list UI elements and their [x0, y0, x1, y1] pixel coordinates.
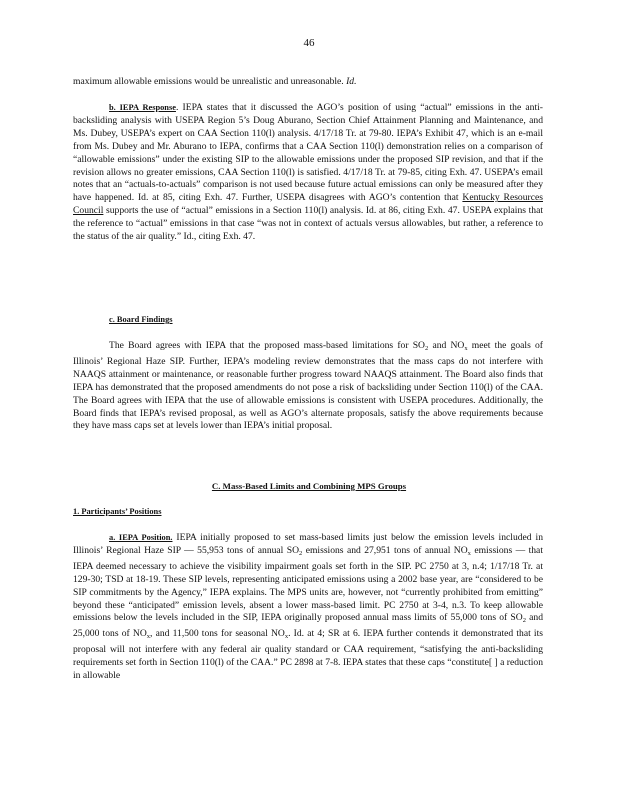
heading-board-findings: c. Board Findings: [109, 315, 173, 324]
case-name: Kentucky Resources Council: [73, 192, 543, 217]
paragraph-board-findings: The Board agrees with IEPA that the proposed mass-based limitations for $SO_2$ and $NO_x$ meet the goals of Illinois’ Regional Haze SIP. Further, IEPA’s modeling review demonstrates that the mass caps do not interfere with NAAQS attainment or maintenance, or reasonable further progress toward NAAQS attainment. The Board also finds that IEPA has demonstrated that the proposed amendments do not pose a risk of backsliding under Section 110(l) of the CAA. The Board agrees with IEPA that the use of allowable emissions is consistent with USEPA procedures. Additionally, the Board finds that IEPA’s revised proposal, as well as AGO’s alternate proposals, satisfy the above requirements because they have mass caps set at levels lower than IEPA’s initial proposal.: [73, 340, 544, 432]
heading-iepa-position: a. IEPA Position.: [109, 533, 173, 542]
heading-participants: 1. Participants’ Positions: [73, 507, 162, 516]
paragraph-iepa-response: b. IEPA Response. IEPA states that it discussed the AGO’s position of using “actual” emissions in the anti-backsliding analysis with USEPA Region 5’s Doug Aburano, Section Chief Attainment Planning and Maintenance, and Ms. Dubey, USEPA’s expert on CAA Section 110(l) analysis. 4/17/18 Tr. at 79-80. IEPA’s Exhibit 47, which is an e-mail from Ms. Dubey and Mr. Aburano to IEPA, confirms that a CAA Section 110(l) demonstration relies on a comparison of “allowable emissions” under the existing SIP to the allowable emissions under the proposed SIP revision, and that if the revision allows no greater emissions, CAA Section 110(l) is satisfied. 4/17/18 Tr. at 79-85, citing Exh. 47. USEPA’s email notes that an “actuals-to-actuals” comparison is not used because future actual emissions can only be measured after they have happened. Id. at 85, citing Exh. 47. Further, USEPA disagrees with AGO’s contention that Kentucky Resources Council supports the use of “actual” emissions in a Section 110(l) analysis. Id. at 86, citing Exh. 47. USEPA explains that the reference to “actual” emissions in that case “was not in context of actuals versus allowables, but rather, a reference to the status of the air quality.” Id., citing Exh. 47.: [73, 102, 543, 243]
heading-board-findings-line: [73, 314, 543, 327]
heading-participants-line: [73, 506, 543, 519]
heading-iepa-response: b. IEPA Response: [109, 103, 176, 112]
section-heading: C. Mass-Based Limits and Combining MPS Groups: [211, 481, 407, 491]
paragraph-iepa-position: a. IEPA Position. IEPA initially proposed to set mass-based limits just below the emission levels included in Illinois’ Regional Haze SIP — 55,953 tons of annual $SO_2$ emissions and 27,951 tons of annual $NO_x$ emissions — that IEPA deemed necessary to achieve the visibility impairment goals set forth in the SIP. PC 2750 at 3, n.4; 1/17/18 Tr. at 129-30; TSD at 18-19. These SIP levels, representing anticipated emissions using a 2002 base year, are “considered to be SIP commitments by the Agency,” IEPA explains. The MPS units are, however, not “currently prohibited from emitting” beyond these “anticipated” emission levels, absent a lower mass-based limit. PC 2750 at 3-4, n.3. To keep allowable emissions below the levels included in the SIP, IEPA originally proposed annual mass limits of 55,000 tons of $SO_2$ and 25,000 tons of $NO_x$, and 11,500 tons for seasonal $NO_x$. Id. at 4; SR at 6. IEPA further contends it demonstrated that its proposal will not interfere with any federal air quality standard or CAA requirement, “satisfying the anti-backsliding requirements set forth in Section 110(l) of the CAA.” PC 2898 at 7-8. IEPA states that these caps “constitute[ ] a reduction in allowable: [73, 532, 544, 682]
page-number: 46: [303, 37, 315, 49]
paragraph-continuation: maximum allowable emissions would be unrealistic and unreasonable. Id.: [73, 76, 357, 87]
